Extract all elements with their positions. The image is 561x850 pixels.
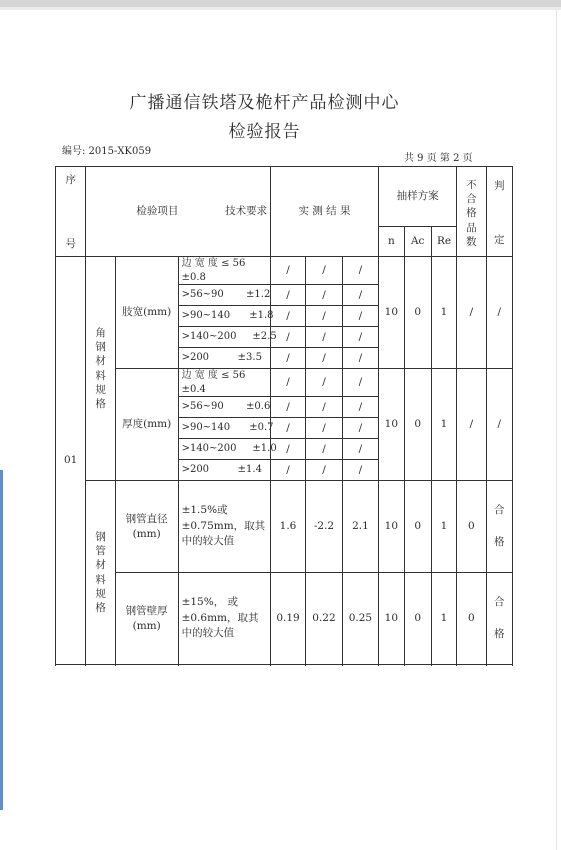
sampling-header: 抽样方案 [379,167,457,227]
req-cell: 边 宽 度 ≤ 56 ±0.4 [178,369,270,397]
result-cell: / [306,460,342,481]
ac-cell: 0 [404,257,431,369]
judge-label: 合格 [494,596,505,640]
sub-item-thickness: 厚度(mm) [115,369,178,481]
result-cell: / [270,285,305,306]
result-cell: 0.22 [306,573,342,665]
sub-item-width: 肢宽(mm) [115,257,178,369]
seq-header-bottom: 号 [65,238,76,251]
table-header-row [56,167,513,227]
result-cell: / [270,327,305,348]
viewer-top-border [0,7,561,10]
n-cell: 10 [379,369,404,481]
result-cell: / [270,397,305,418]
result-cell: / [270,418,305,439]
result-cell: / [306,397,342,418]
judge-cell: / [486,369,512,481]
report-org-title: 广播通信铁塔及桅杆产品检测中心 [129,93,400,113]
nonconf-cell: 0 [457,573,486,665]
result-cell: / [342,460,378,481]
re-header: Re [431,227,456,257]
document-number: 编号: 2015-XK059 [62,146,152,157]
result-cell: / [270,369,305,397]
nonconf-cell: / [457,257,486,369]
req-cell: >200 ±3.5 [178,348,270,369]
re-cell: 1 [431,257,456,369]
nonconf-header-label: 不合格品数 [466,179,477,248]
req-cell: ±15%， 或 ±0.6mm，取其中的较大值 [178,573,270,665]
result-cell: / [270,460,305,481]
n-cell: 10 [379,257,404,369]
judge-cell [486,573,512,665]
judge-header-top: 判 [494,180,505,192]
nonconf-cell: 0 [457,481,486,573]
result-cell: / [342,397,378,418]
result-cell: / [270,257,305,285]
page-edge [556,10,557,850]
req-cell: >200 ±1.4 [178,460,270,481]
req-cell: >90~140 ±0.7 [178,418,270,439]
re-cell: 1 [431,573,456,665]
result-cell: / [306,418,342,439]
judge-header [486,167,512,257]
judge-header-bottom: 定 [494,234,505,247]
result-cell: / [342,257,378,285]
result-cell: / [270,348,305,369]
req-cell: 边 宽 度 ≤ 56 ±0.8 [178,257,270,285]
result-cell: 1.6 [270,481,305,573]
result-cell: / [306,306,342,327]
result-header: 实 测 结 果 [270,167,378,257]
result-cell: / [342,418,378,439]
category-angle-steel [86,257,115,481]
ac-cell: 0 [404,369,431,481]
seq-cell: 01 [56,257,86,665]
item-header [86,167,270,257]
table-row [56,369,513,397]
req-cell: ±1.5%或±0.75mm，取其中的较大值 [178,481,270,573]
result-cell: / [306,327,342,348]
judge-cell [486,481,512,573]
category-angle-steel-label: 角钢材料规格 [95,326,106,410]
re-cell: 1 [431,481,456,573]
result-cell: / [306,439,342,460]
result-cell: 2.1 [342,481,378,573]
result-cell: / [342,439,378,460]
result-cell: / [306,285,342,306]
nonconf-cell: / [457,369,486,481]
re-cell: 1 [431,369,456,481]
result-cell: / [342,369,378,397]
ac-cell: 0 [404,481,431,573]
result-cell: 0.19 [270,573,305,665]
seq-header [56,167,86,257]
ac-cell: 0 [404,573,431,665]
result-cell: -2.2 [306,481,342,573]
result-cell: / [270,439,305,460]
req-cell: >90~140 ±1.8 [178,306,270,327]
table-row [56,257,513,285]
req-cell: >140~200 ±1.0 [178,439,270,460]
inspection-table [55,166,513,665]
result-cell: / [306,369,342,397]
req-header-label: 技术要求 [225,205,268,218]
viewer-scroll-indicator[interactable] [0,470,3,810]
sub-item-wall-thickness: 钢管壁厚(mm) [115,573,178,665]
judge-label: 合格 [494,504,505,548]
result-cell: / [270,306,305,327]
n-cell: 10 [379,573,404,665]
table-row [56,573,513,665]
result-cell: / [342,306,378,327]
viewer-top-bar [0,0,561,7]
req-cell: >56~90 ±1.2 [178,285,270,306]
req-cell: >56~90 ±0.6 [178,397,270,418]
category-steel-pipe [86,481,115,665]
ac-header: Ac [404,227,431,257]
item-header-label: 检验项目 [136,205,179,218]
n-cell: 10 [379,481,404,573]
req-cell: >140~200 ±2.5 [178,327,270,348]
table-row [56,481,513,573]
result-cell: / [342,285,378,306]
result-cell: 0.25 [342,573,378,665]
sub-item-diameter: 钢管直径(mm) [115,481,178,573]
result-cell: / [342,327,378,348]
judge-cell: / [486,257,512,369]
result-cell: / [342,348,378,369]
nonconf-header [457,167,486,257]
category-steel-pipe-label: 钢管材料规格 [95,530,106,614]
report-title: 检验报告 [228,122,301,142]
result-cell: / [306,257,342,285]
page-info: 共 9 页 第 2 页 [404,153,473,164]
result-cell: / [306,348,342,369]
n-header: n [379,227,404,257]
seq-header-top: 序 [65,174,76,186]
